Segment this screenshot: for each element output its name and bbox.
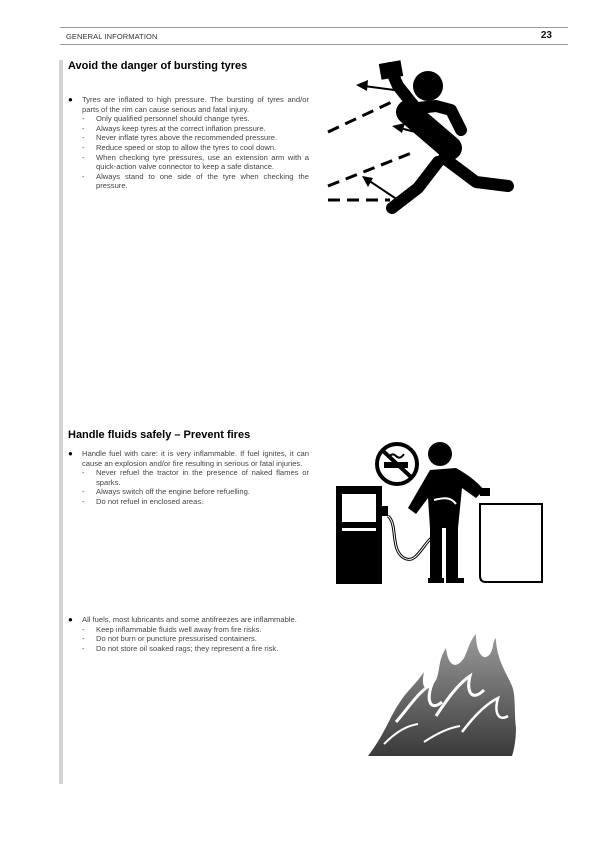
section-title-tyres: Avoid the danger of bursting tyres [68,60,248,72]
bullet-text: Handle fuel with care: it is very inflammable. If fuel ignites, it can cause an explosion and/or fire resulting in serious or fatal injuries. [82,449,309,468]
bullet-text: Tyres are inflated to high pressure. The bursting of tyres and/or parts of the rim can cause serious and fatal injury. [82,95,309,114]
list-item: - Only qualified personnel should change tyres. [82,114,250,124]
list-item: - Reduce speed or stop to allow the tyres to cool down. [82,142,277,152]
bullet-dot: ● [68,95,73,104]
tyre-burst-person-icon [326,58,522,220]
list-item: - Always stand to one side of the tyre when checking the pressure. [82,171,309,191]
fuel-sub-list [68,468,309,506]
list-item: - Always keep tyres at the correct inflation pressure. [82,123,266,133]
list-item: - When checking tyre pressures, use an extension arm with a quick-action valve connector to keep a safe distance. [82,152,309,172]
list-item: - Do not refuel in enclosed areas. [82,496,204,506]
header-bottom-rule [60,44,568,45]
bullet-text: All fuels, most lubricants and some antifreezes are inflammable. [82,615,297,624]
refuelling-no-smoking-icon [334,438,546,586]
page-number: 23 [540,30,552,41]
inflammable-text-block [68,615,309,653]
bullet-dot: ● [68,449,73,458]
list-item: - Always switch off the engine before refuelling. [82,487,250,497]
bullet-dot: ● [68,615,73,624]
tyres-sub-list [68,114,309,191]
section-title-fluids: Handle fluids safely – Prevent fires [68,429,251,441]
margin-bar [59,60,63,784]
list-item: - Never inflate tyres above the recommended pressure. [82,133,278,143]
header-top-rule [60,27,568,28]
list-item: - Keep inflammable fluids well away from fire risks. [82,624,262,634]
bullet-item [68,449,309,468]
bullet-item [68,95,309,114]
header-section-title: GENERAL INFORMATION [66,32,158,41]
inflammable-sub-list [68,625,309,654]
fuel-text-block [68,449,309,507]
flames-icon [366,632,518,758]
list-item: - Never refuel the tractor in the presence of naked flames or sparks. [82,468,309,487]
bullet-item [68,615,309,625]
list-item: - Do not store oil soaked rags; they represent a fire risk. [82,643,279,653]
list-item: - Do not burn or puncture pressurised containers. [82,634,257,644]
tyres-text-block [68,95,309,191]
